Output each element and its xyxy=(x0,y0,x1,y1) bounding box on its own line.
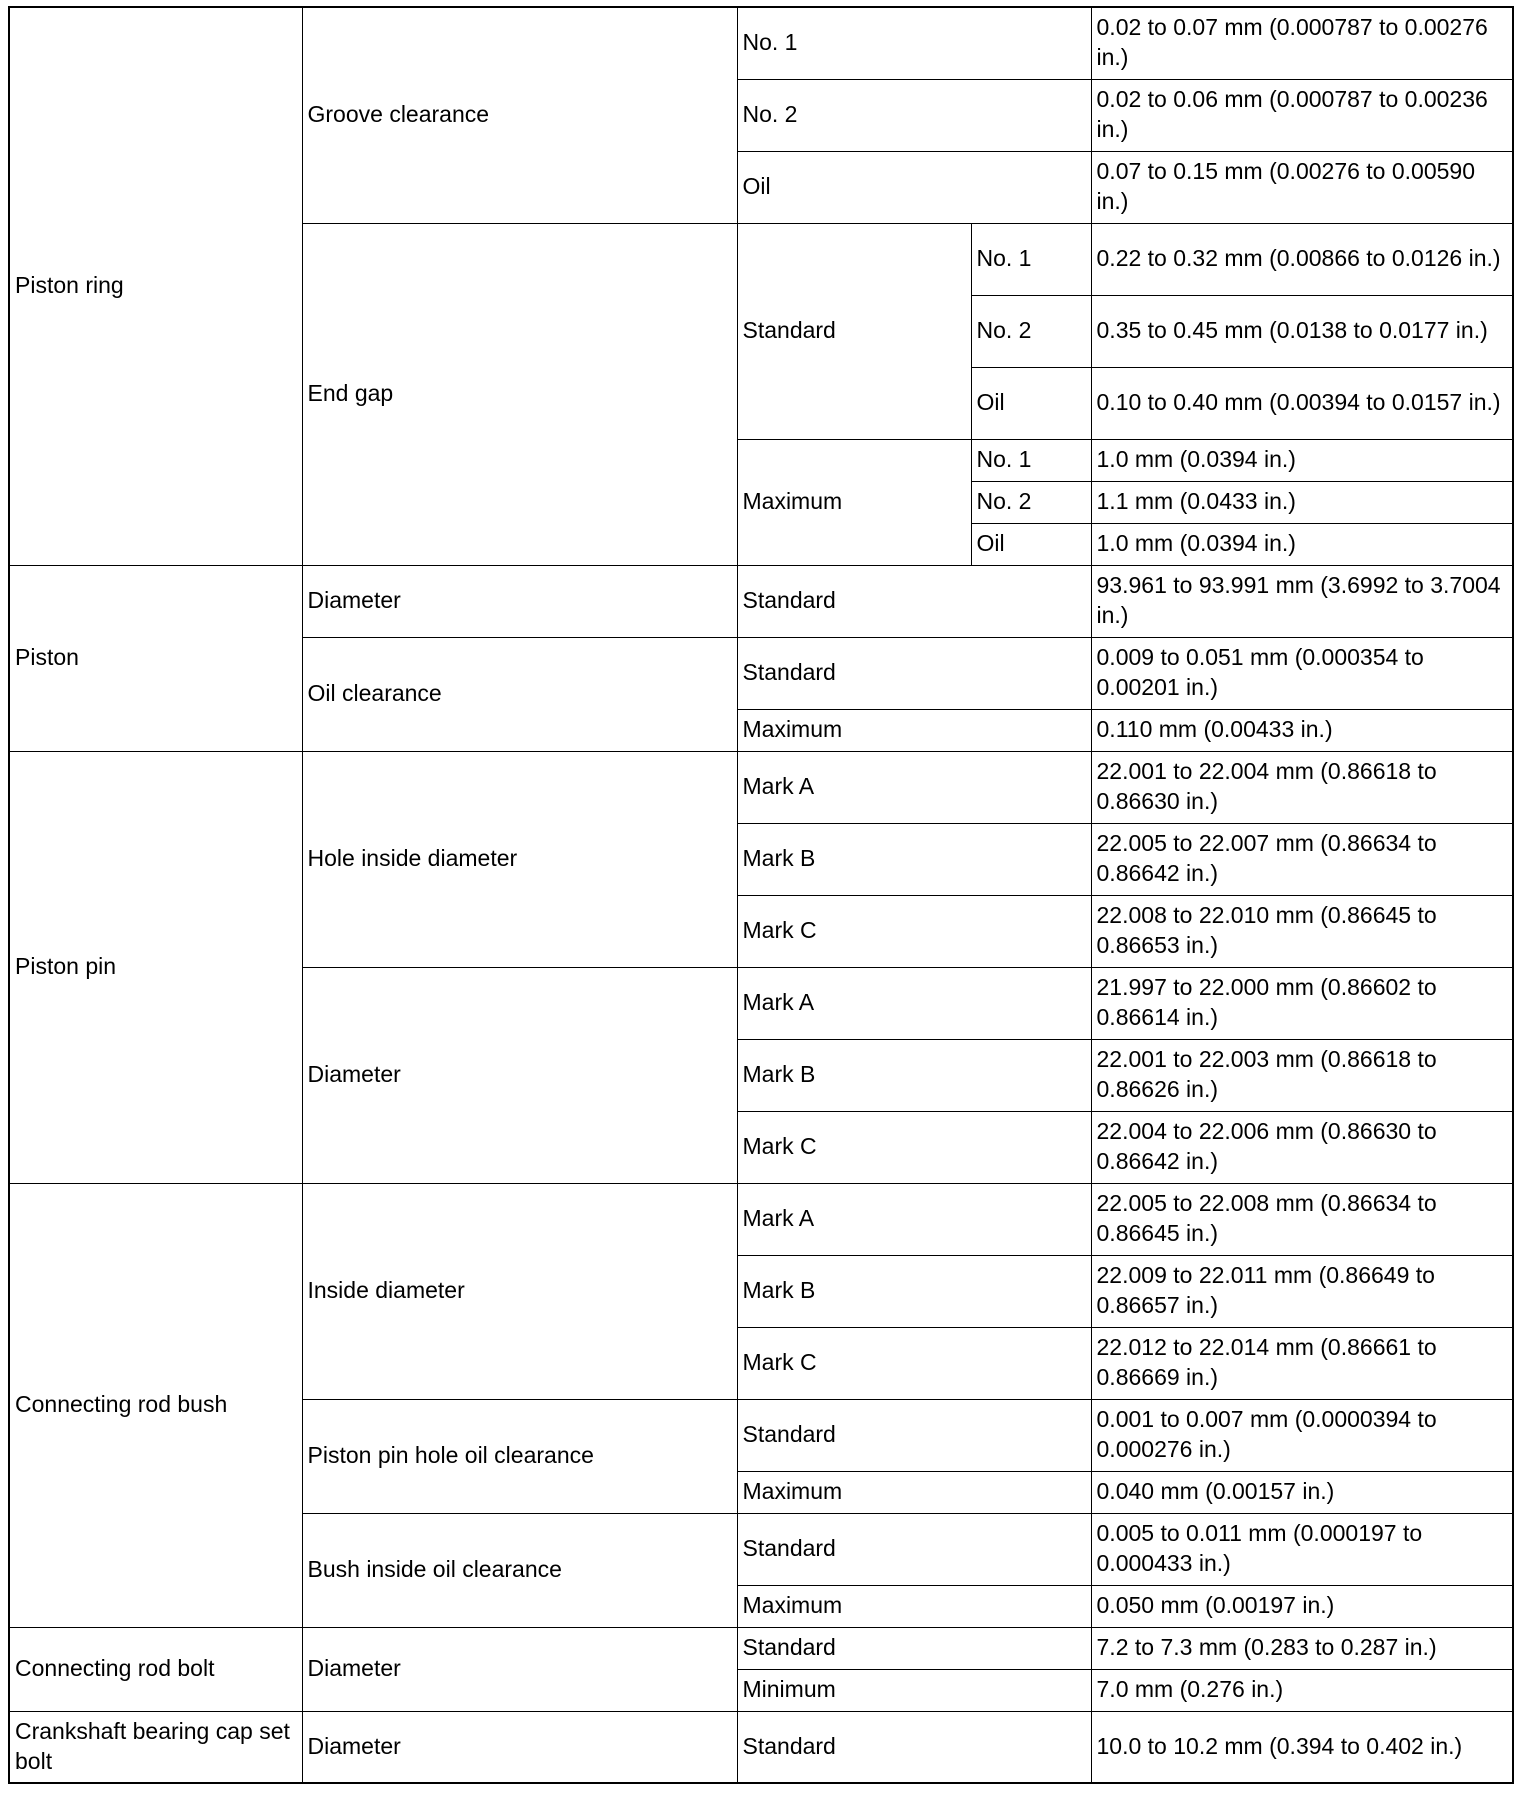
spec-value: 0.110 mm (0.00433 in.) xyxy=(1091,709,1513,751)
condition-label: No. 1 xyxy=(737,7,1091,79)
condition-label: Maximum xyxy=(737,709,1091,751)
condition-label: Mark B xyxy=(737,1255,1091,1327)
spec-value: 0.10 to 0.40 mm (0.00394 to 0.0157 in.) xyxy=(1091,367,1513,439)
spec-value: 1.0 mm (0.0394 in.) xyxy=(1091,439,1513,481)
group-label: Piston xyxy=(9,565,302,751)
spec-value: 22.001 to 22.003 mm (0.86618 to 0.86626 in.) xyxy=(1091,1039,1513,1111)
spec-value: 0.07 to 0.15 mm (0.00276 to 0.00590 in.) xyxy=(1091,151,1513,223)
spec-value: 22.012 to 22.014 mm (0.86661 to 0.86669 in.) xyxy=(1091,1327,1513,1399)
item-label: Diameter xyxy=(302,565,737,637)
condition-label: Standard xyxy=(737,565,1091,637)
condition-label: Maximum xyxy=(737,1471,1091,1513)
spec-value: 0.22 to 0.32 mm (0.00866 to 0.0126 in.) xyxy=(1091,223,1513,295)
item-label: Diameter xyxy=(302,967,737,1183)
condition-label: Mark A xyxy=(737,751,1091,823)
spec-value: 7.2 to 7.3 mm (0.283 to 0.287 in.) xyxy=(1091,1627,1513,1669)
condition-label: Standard xyxy=(737,223,971,439)
item-label: Inside diameter xyxy=(302,1183,737,1399)
sub-condition-label: No. 1 xyxy=(971,439,1091,481)
condition-label: Mark C xyxy=(737,1111,1091,1183)
spec-value: 0.02 to 0.07 mm (0.000787 to 0.00276 in.) xyxy=(1091,7,1513,79)
spec-value: 10.0 to 10.2 mm (0.394 to 0.402 in.) xyxy=(1091,1711,1513,1783)
group-label: Piston pin xyxy=(9,751,302,1183)
spec-value: 22.001 to 22.004 mm (0.86618 to 0.86630 in.) xyxy=(1091,751,1513,823)
spec-value: 21.997 to 22.000 mm (0.86602 to 0.86614 in.) xyxy=(1091,967,1513,1039)
condition-label: Mark C xyxy=(737,1327,1091,1399)
item-label: End gap xyxy=(302,223,737,565)
item-label: Diameter xyxy=(302,1711,737,1783)
sub-condition-label: Oil xyxy=(971,523,1091,565)
sub-condition-label: Oil xyxy=(971,367,1091,439)
spec-value: 22.008 to 22.010 mm (0.86645 to 0.86653 in.) xyxy=(1091,895,1513,967)
spec-value: 0.050 mm (0.00197 in.) xyxy=(1091,1585,1513,1627)
condition-label: Mark B xyxy=(737,1039,1091,1111)
item-label: Groove clearance xyxy=(302,7,737,223)
condition-label: Oil xyxy=(737,151,1091,223)
condition-label: Standard xyxy=(737,1399,1091,1471)
group-label: Connecting rod bolt xyxy=(9,1627,302,1711)
spec-value: 22.004 to 22.006 mm (0.86630 to 0.86642 in.) xyxy=(1091,1111,1513,1183)
sub-condition-label: No. 1 xyxy=(971,223,1091,295)
spec-value: 22.005 to 22.008 mm (0.86634 to 0.86645 in.) xyxy=(1091,1183,1513,1255)
group-label: Piston ring xyxy=(9,7,302,565)
spec-value: 0.02 to 0.06 mm (0.000787 to 0.00236 in.) xyxy=(1091,79,1513,151)
spec-value: 22.009 to 22.011 mm (0.86649 to 0.86657 in.) xyxy=(1091,1255,1513,1327)
item-label: Bush inside oil clearance xyxy=(302,1513,737,1627)
spec-value: 1.1 mm (0.0433 in.) xyxy=(1091,481,1513,523)
spec-value: 0.005 to 0.011 mm (0.000197 to 0.000433 in.) xyxy=(1091,1513,1513,1585)
spec-value: 7.0 mm (0.276 in.) xyxy=(1091,1669,1513,1711)
condition-label: Standard xyxy=(737,1711,1091,1783)
sub-condition-label: No. 2 xyxy=(971,295,1091,367)
item-label: Piston pin hole oil clearance xyxy=(302,1399,737,1513)
group-label: Connecting rod bush xyxy=(9,1183,302,1627)
spec-value: 0.009 to 0.051 mm (0.000354 to 0.00201 in.) xyxy=(1091,637,1513,709)
sub-condition-label: No. 2 xyxy=(971,481,1091,523)
item-label: Oil clearance xyxy=(302,637,737,751)
group-label: Crankshaft bearing cap set bolt xyxy=(9,1711,302,1783)
condition-label: Standard xyxy=(737,1513,1091,1585)
spec-value: 0.040 mm (0.00157 in.) xyxy=(1091,1471,1513,1513)
condition-label: Standard xyxy=(737,637,1091,709)
condition-label: Mark A xyxy=(737,1183,1091,1255)
condition-label: Mark C xyxy=(737,895,1091,967)
spec-value: 1.0 mm (0.0394 in.) xyxy=(1091,523,1513,565)
condition-label: Mark A xyxy=(737,967,1091,1039)
specification-table xyxy=(8,6,1514,1784)
spec-value: 0.001 to 0.007 mm (0.0000394 to 0.000276 in.) xyxy=(1091,1399,1513,1471)
spec-value: 93.961 to 93.991 mm (3.6992 to 3.7004 in.) xyxy=(1091,565,1513,637)
condition-label: Maximum xyxy=(737,1585,1091,1627)
spec-value: 22.005 to 22.007 mm (0.86634 to 0.86642 in.) xyxy=(1091,823,1513,895)
condition-label: Maximum xyxy=(737,439,971,565)
spec-value: 0.35 to 0.45 mm (0.0138 to 0.0177 in.) xyxy=(1091,295,1513,367)
condition-label: Minimum xyxy=(737,1669,1091,1711)
item-label: Hole inside diameter xyxy=(302,751,737,967)
condition-label: Mark B xyxy=(737,823,1091,895)
condition-label: No. 2 xyxy=(737,79,1091,151)
item-label: Diameter xyxy=(302,1627,737,1711)
condition-label: Standard xyxy=(737,1627,1091,1669)
